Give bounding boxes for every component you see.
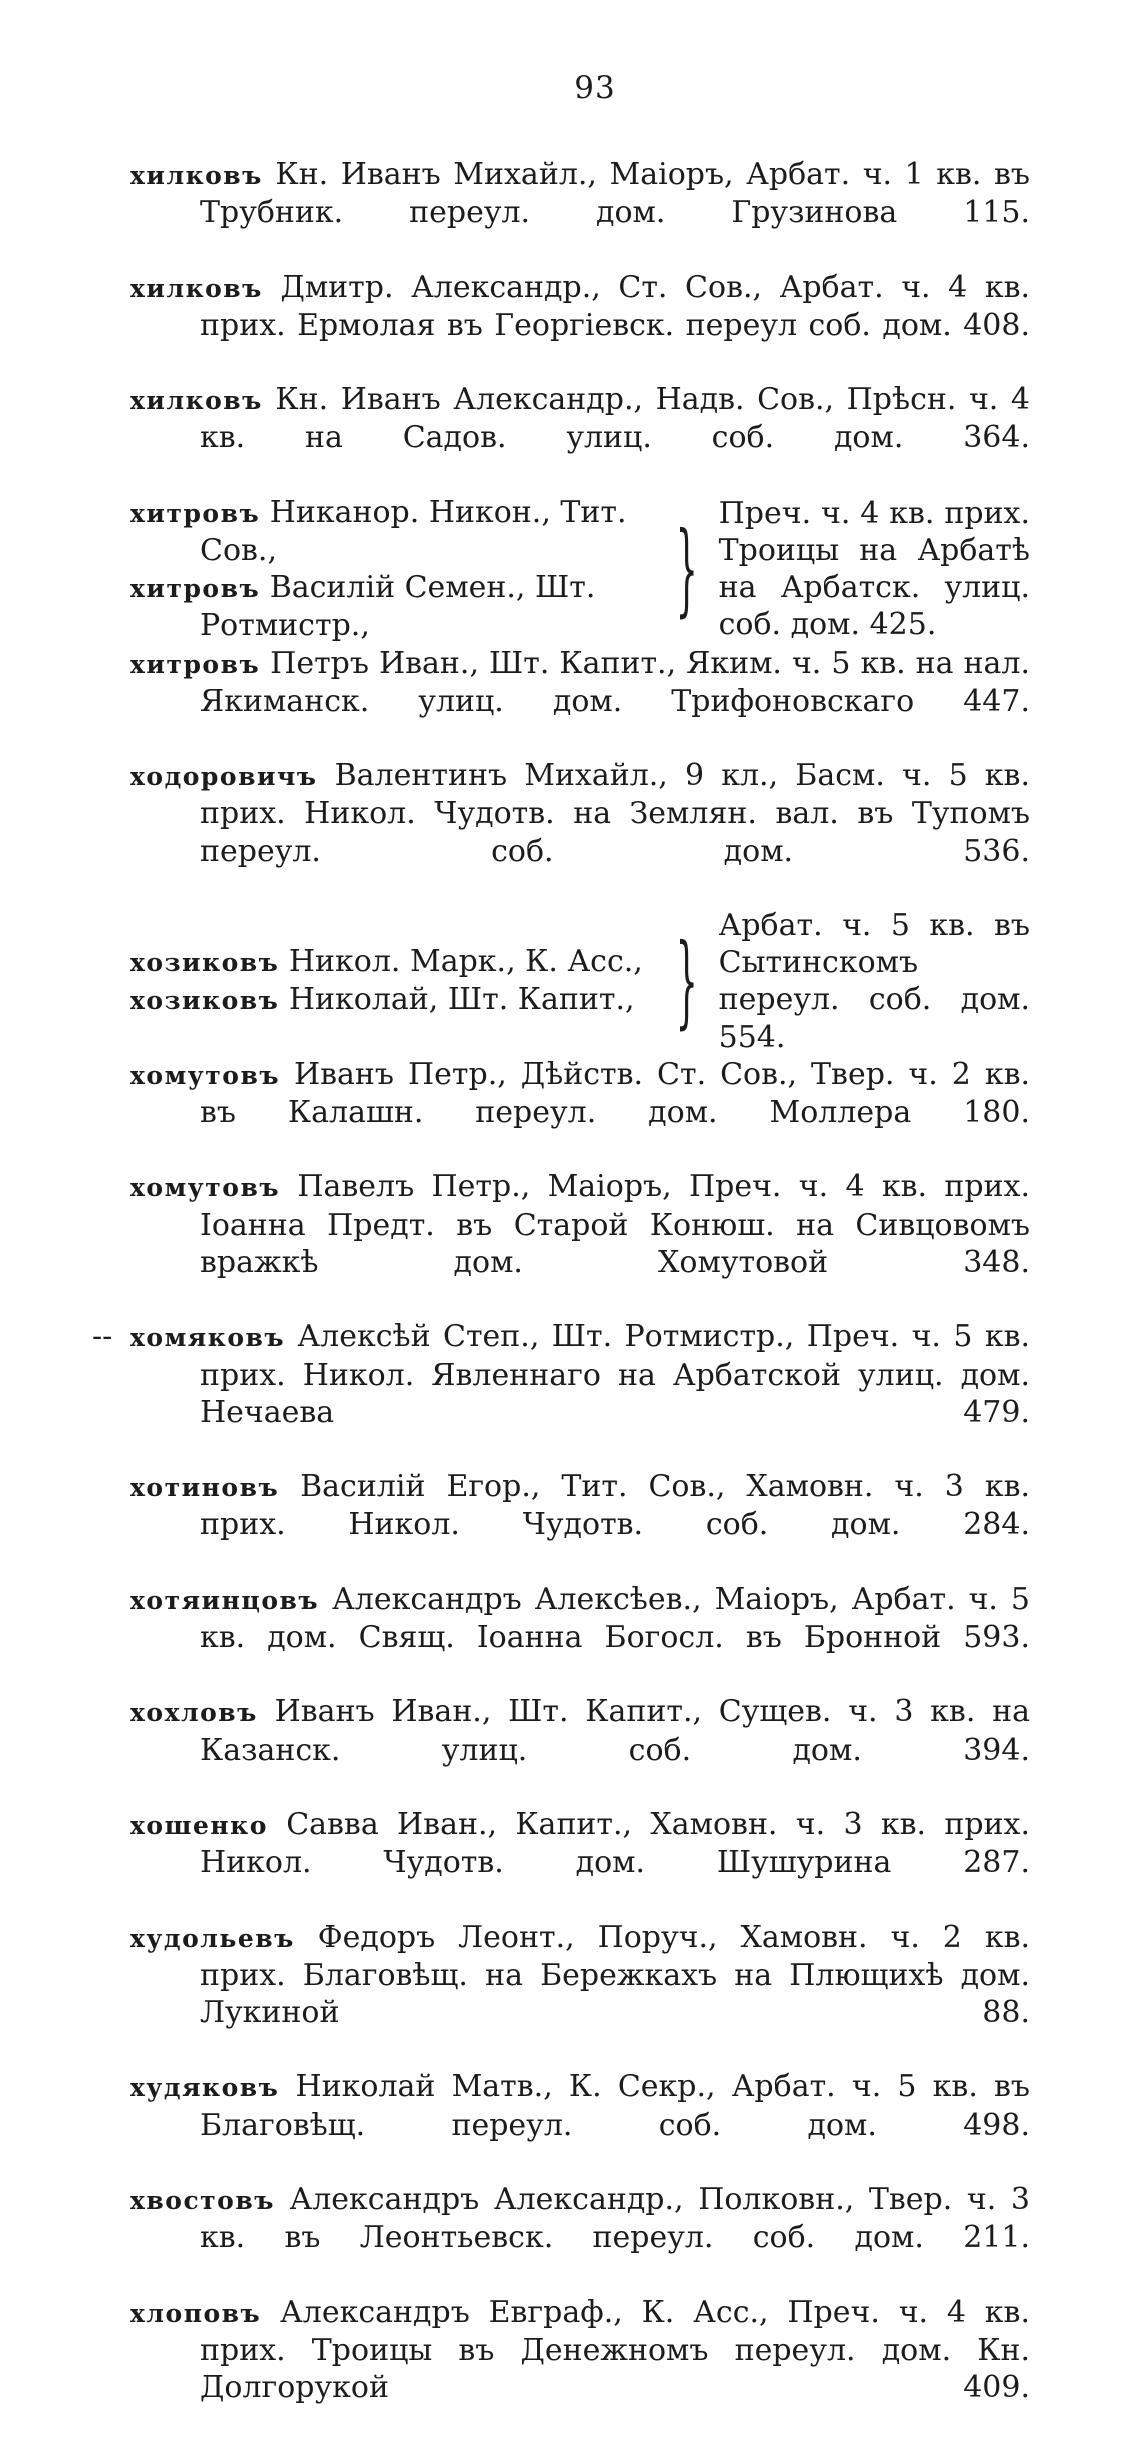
brace: } bbox=[675, 922, 698, 1040]
entry-text: Иванъ Петр., Дѣйств. Ст. Сов., Твер. ч. 2 кв. въ Калашн. переул. дом. Моллера 180. bbox=[200, 1056, 1030, 1131]
entry-text: Никол. Марк., К. Асс., bbox=[279, 944, 643, 980]
entry-text: Василій Егор., Тит. Сов., Хамовн. ч. 3 кв. прих. Никол. Чудотв. соб. дом. 284. bbox=[200, 1469, 1030, 1543]
entry-group-names bbox=[130, 943, 655, 1019]
directory-entry bbox=[130, 1919, 1030, 2069]
entry-text: Иванъ Иван., Шт. Капит., Сущев. ч. 3 кв. на Казанск. улиц. соб. дом. 394. bbox=[200, 1694, 1030, 1768]
entry-group-names bbox=[130, 494, 655, 645]
directory-entry bbox=[130, 1056, 1030, 1169]
entry-surname: хошенко bbox=[130, 1810, 268, 1840]
brace: } bbox=[675, 510, 698, 628]
directory-entry bbox=[130, 2294, 1030, 2443]
entry-text: Валентинъ Михайл., 9 кл., Басм. ч. 5 кв. прих. Никол. Чудотв. на Землян. вал. въ Тупомъ переул. соб. дом. 536. bbox=[200, 758, 1030, 869]
entry-surname: хитровъ bbox=[130, 498, 261, 528]
entry-group-address: Преч. ч. 4 кв. прих. Троицы на Арбатѣ на Арбатск. улиц. соб. дом. 425. bbox=[718, 495, 1030, 643]
entry-text: Александръ Александр., Полковн., Твер. ч. 3 кв. въ Леонтьевск. переул. соб. дом. 211. bbox=[200, 2181, 1030, 2256]
entry-group bbox=[130, 494, 1030, 645]
entry-text: Кн. Иванъ Александр., Надв. Сов., Прѣсн. ч. 4 кв. на Садов. улиц. соб. дом. 364. bbox=[200, 382, 1030, 456]
entry-surname: хохловъ bbox=[130, 1698, 258, 1728]
directory-entry bbox=[130, 2068, 1030, 2181]
entry-surname: хитровъ bbox=[130, 574, 261, 604]
entry-surname: хилковъ bbox=[130, 273, 263, 303]
directory-entry bbox=[130, 381, 1030, 494]
entry-text: Кн. Иванъ Михайл., Маіоръ, Арбат. ч. 1 кв. въ Трубник. переул. дом. Грузинова 115. bbox=[200, 157, 1030, 231]
entry-surname: хотиновъ bbox=[130, 1473, 280, 1503]
entry-list bbox=[92, 156, 1030, 2443]
directory-entry bbox=[92, 1318, 1030, 1468]
directory-entry bbox=[130, 269, 1030, 382]
entry-surname: хозиковъ bbox=[130, 948, 280, 978]
entry-surname: худольевъ bbox=[130, 1923, 295, 1953]
directory-entry bbox=[130, 1468, 1030, 1581]
entry-text: Петръ Иван., Шт. Капит., Яким. ч. 5 кв. на нал. Якиманск. улиц. дом. Трифоновскаго 447. bbox=[200, 645, 1030, 719]
entry-surname: хозиковъ bbox=[130, 986, 280, 1016]
entry-surname: хлоповъ bbox=[130, 2298, 262, 2328]
page-number: 93 bbox=[574, 70, 616, 106]
directory-entry bbox=[130, 981, 655, 1019]
entry-text: Павелъ Петр., Маіоръ, Преч. ч. 4 кв. прих. Іоанна Предт. въ Старой Конюш. на Сивцовомъ вражкѣ дом. Хомутовой 348. bbox=[200, 1169, 1030, 1280]
directory-entry bbox=[130, 494, 655, 569]
directory-entry bbox=[130, 2181, 1030, 2294]
entry-surname: хотяинцовъ bbox=[130, 1585, 320, 1615]
entry-text: Федоръ Леонт., Поруч., Хамовн. ч. 2 кв. прих. Благовѣщ. на Бережкахъ на Плющихѣ дом. Лукиной 88. bbox=[200, 1919, 1030, 2030]
entry-surname: хилковъ bbox=[130, 161, 263, 190]
directory-entry bbox=[130, 1806, 1030, 1919]
entry-text: Александръ Евграф., К. Асс., Преч. ч. 4 кв. прих. Троицы въ Денежномъ переул. дом. Кн. Долгорукой 409. bbox=[200, 2294, 1030, 2405]
entry-text: Василій Семен., Шт. Ротмистр., bbox=[200, 570, 596, 644]
entry-text: Дмитр. Александр., Ст. Сов., Арбат. ч. 4 кв. прих. Ермолая въ Георгіевск. переул соб. дом. 408. bbox=[200, 269, 1030, 343]
entry-group-address: Арбат. ч. 5 кв. въ Сытинскомъ переул. соб. дом. 554. bbox=[718, 908, 1030, 1055]
entry-surname: хомутовъ bbox=[130, 1060, 281, 1090]
directory-entry bbox=[130, 757, 1030, 907]
entry-surname: хилковъ bbox=[130, 386, 263, 416]
directory-entry bbox=[130, 156, 1030, 269]
entry-surname: хитровъ bbox=[130, 649, 261, 679]
entry-text: Савва Иван., Капит., Хамовн. ч. 3 кв. прих. Никол. Чудотв. дом. Шушурина 287. bbox=[200, 1806, 1030, 1881]
entry-surname: хомутовъ bbox=[130, 1173, 281, 1203]
entry-text: Алексѣй Степ., Шт. Ротмистр., Преч. ч. 5 кв. прих. Никол. Явленнаго на Арбатской улиц. дом. Нечаева 479. bbox=[200, 1319, 1030, 1430]
entry-text: Николай, Шт. Капит., bbox=[279, 982, 635, 1018]
entry-surname: худяковъ bbox=[130, 2073, 280, 2103]
directory-entry bbox=[130, 943, 655, 981]
directory-entry bbox=[130, 1168, 1030, 1318]
entry-surname: ходоровичъ bbox=[130, 762, 318, 792]
directory-entry bbox=[130, 645, 1030, 758]
directory-entry bbox=[130, 569, 655, 644]
entry-surname: хвостовъ bbox=[130, 2185, 275, 2215]
entry-group bbox=[130, 907, 1030, 1056]
directory-entry bbox=[130, 1581, 1030, 1694]
entry-text: Александръ Алексѣев., Маіоръ, Арбат. ч. 5 кв. дом. Свящ. Іоанна Богосл. въ Бронной 593. bbox=[200, 1581, 1030, 1655]
entry-text: Никанор. Никон., Тит. Сов., bbox=[200, 494, 627, 569]
entry-surname: хомяковъ bbox=[130, 1323, 286, 1353]
margin-dash: -- bbox=[92, 1319, 113, 1355]
directory-entry bbox=[130, 1693, 1030, 1806]
entry-text: Николай Матв., К. Секр., Арбат. ч. 5 кв. въ Благовѣщ. переул. соб. дом. 498. bbox=[200, 2069, 1030, 2143]
